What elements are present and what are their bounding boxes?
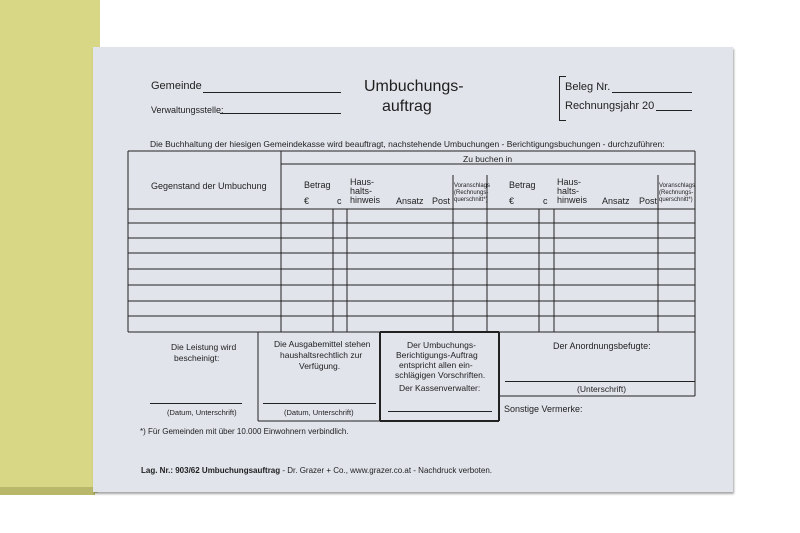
rechnungsjahr-label: Rechnungsjahr 20: [565, 100, 655, 112]
right-cent: c: [543, 196, 548, 206]
footnote: *) Für Gemeinden mit über 10.000 Einwohnern verbindlich.: [140, 427, 349, 436]
right-ansatz: Ansatz: [602, 196, 630, 206]
ausgabe-line1: Die Ausgabemittel stehen: [274, 339, 371, 349]
yellow-sheet-edge: [0, 487, 95, 495]
right-vorschlag-3: querschnitt*): [659, 197, 693, 203]
right-haushalt-1: Haus-: [557, 177, 582, 187]
yellow-copy-sheet: [0, 0, 100, 493]
right-vorschlag-1: Voranschlags: [659, 183, 696, 189]
bottom-boxes: [93, 47, 733, 492]
title-line1: Umbuchungs-: [364, 78, 464, 95]
left-betrag: Betrag: [304, 180, 331, 190]
zu-buchen-in: Zu buchen in: [463, 154, 513, 164]
left-vorschlag-2: (Rechnungs-: [454, 190, 489, 196]
footer-publisher: - Dr. Grazer + Co., www.grazer.co.at - Nachdruck verboten.: [280, 466, 492, 475]
verwaltungsstelle-label: Verwaltungsstelle:: [151, 105, 224, 115]
ausgabe-line3: Verfügung.: [299, 361, 341, 371]
left-vorschlag-1: Voranschlags: [454, 183, 491, 189]
kassenverwalter-signature-line[interactable]: [388, 411, 492, 412]
ausgabe-line2: haushaltsrechtlich zur: [280, 350, 363, 360]
left-vorschlag-3: querschnitt*): [454, 197, 488, 203]
right-haushalt-2: halts-: [557, 186, 580, 196]
leistung-line2: bescheinigt:: [174, 353, 220, 363]
datum-left: (Datum, Unterschrift): [167, 408, 237, 417]
leistung-line1: Die Leistung wird: [171, 342, 237, 352]
umbuch-line4: schlägigen Vorschriften.: [395, 370, 486, 380]
kassenverwalter-label: Der Kassenverwalter:: [399, 383, 481, 393]
right-euro: €: [509, 196, 515, 206]
unterschrift-label: (Unterschrift): [577, 384, 627, 394]
left-euro: €: [304, 196, 310, 206]
ausgabe-signature-line[interactable]: [263, 403, 376, 404]
form-sheet: [93, 47, 733, 492]
right-haushalt-3: hinweis: [557, 195, 588, 205]
left-haushalt-2: halts-: [350, 186, 373, 196]
col-gegenstand: Gegenstand der Umbuchung: [151, 181, 267, 191]
title-line2: auftrag: [382, 98, 432, 115]
umbuch-line3: entspricht allen ein-: [399, 360, 473, 370]
footer-article-number: Lag. Nr.: 903/62 Umbuchungsauftrag: [141, 466, 281, 475]
instruction-text: Die Buchhaltung der hiesigen Gemeindekasse wird beauftragt, nachstehende Umbuchungen - Berichtigungsbuchungen - durchzuführen:: [150, 139, 665, 149]
anordnung-label: Der Anordnungsbefugte:: [553, 341, 651, 351]
left-cent: c: [337, 196, 342, 206]
gemeinde-label: Gemeinde: [151, 80, 202, 92]
right-vorschlag-2: (Rechnungs-: [659, 190, 694, 196]
right-betrag: Betrag: [509, 180, 536, 190]
leistung-signature-line[interactable]: [150, 403, 242, 404]
left-post: Post: [432, 196, 451, 206]
left-ansatz: Ansatz: [396, 196, 424, 206]
left-haushalt-1: Haus-: [350, 177, 375, 187]
umbuch-line1: Der Umbuchungs-: [407, 340, 476, 350]
vermerke-label: Sonstige Vermerke:: [504, 404, 583, 414]
beleg-label: Beleg Nr.: [565, 81, 611, 93]
umbuch-line2: Berichtigungs-Auftrag: [396, 350, 478, 360]
anordnung-signature-line[interactable]: [505, 381, 695, 382]
left-haushalt-3: hinweis: [350, 195, 381, 205]
datum-mid: (Datum, Unterschrift): [284, 408, 354, 417]
right-post: Post: [639, 196, 658, 206]
footer-credit: [141, 466, 492, 475]
